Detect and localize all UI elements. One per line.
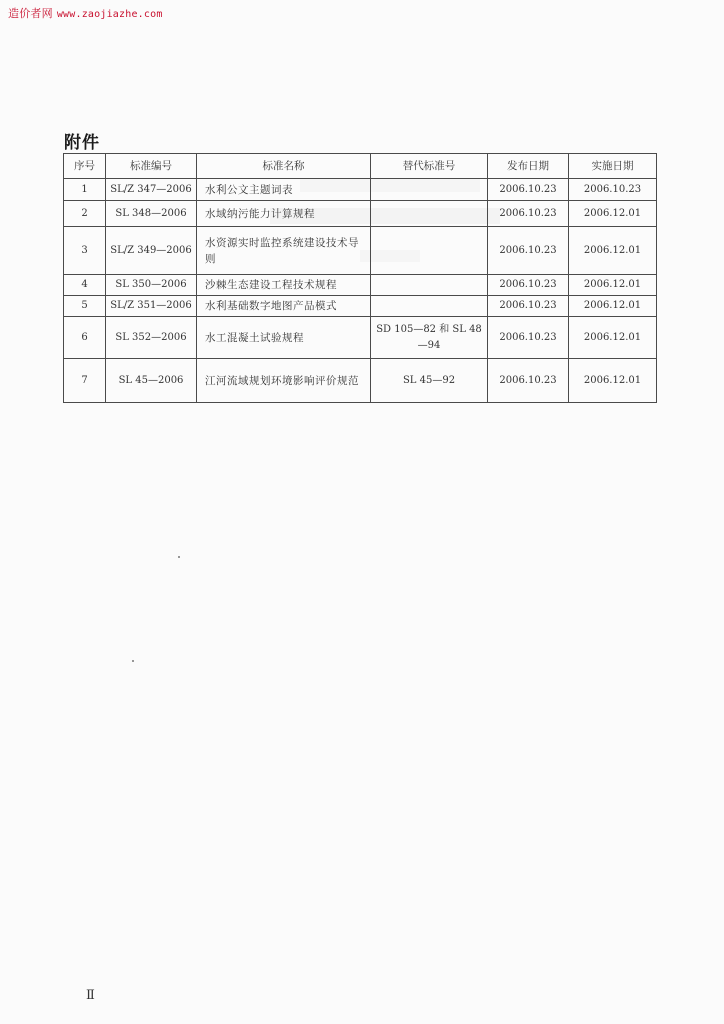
cell-no: 5 bbox=[64, 296, 106, 317]
cell-no: 7 bbox=[64, 359, 106, 403]
cell-replaces bbox=[371, 227, 488, 275]
cell-effective: 2006.12.01 bbox=[569, 359, 657, 403]
column-header-effective: 实施日期 bbox=[569, 154, 657, 179]
cell-replaces: SL 45—92 bbox=[371, 359, 488, 403]
cell-no: 1 bbox=[64, 179, 106, 201]
cell-published: 2006.10.23 bbox=[488, 275, 569, 296]
table-row bbox=[64, 275, 657, 296]
cell-effective: 2006.12.01 bbox=[569, 227, 657, 275]
cell-effective: 2006.12.01 bbox=[569, 317, 657, 359]
table-row bbox=[64, 227, 657, 275]
table-row bbox=[64, 296, 657, 317]
cell-effective: 2006.12.01 bbox=[569, 275, 657, 296]
cell-no: 6 bbox=[64, 317, 106, 359]
cell-name: 水域纳污能力计算规程 bbox=[197, 201, 371, 227]
cell-name: 水利公文主题词表 bbox=[197, 179, 371, 201]
speck bbox=[132, 660, 134, 662]
site-watermark bbox=[8, 5, 163, 21]
cell-code: SL/Z 347—2006 bbox=[106, 179, 197, 201]
cell-code: SL 348—2006 bbox=[106, 201, 197, 227]
cell-replaces bbox=[371, 275, 488, 296]
cell-published: 2006.10.23 bbox=[488, 201, 569, 227]
cell-published: 2006.10.23 bbox=[488, 296, 569, 317]
cell-published: 2006.10.23 bbox=[488, 317, 569, 359]
table-row bbox=[64, 317, 657, 359]
table-row bbox=[64, 201, 657, 227]
column-header-name: 标准名称 bbox=[197, 154, 371, 179]
cell-published: 2006.10.23 bbox=[488, 179, 569, 201]
cell-code: SL/Z 351—2006 bbox=[106, 296, 197, 317]
cell-replaces bbox=[371, 296, 488, 317]
cell-name: 沙棘生态建设工程技术规程 bbox=[197, 275, 371, 296]
standards-table bbox=[63, 153, 657, 403]
cell-no: 2 bbox=[64, 201, 106, 227]
table-row bbox=[64, 179, 657, 201]
cell-code: SL/Z 349—2006 bbox=[106, 227, 197, 275]
cell-published: 2006.10.23 bbox=[488, 227, 569, 275]
page-heading: 附件 bbox=[64, 133, 100, 153]
column-header-published: 发布日期 bbox=[488, 154, 569, 179]
watermark-url: www.zaojiazhe.com bbox=[56, 9, 163, 20]
cell-code: SL 45—2006 bbox=[106, 359, 197, 403]
cell-name: 水利基础数字地图产品模式 bbox=[197, 296, 371, 317]
speck bbox=[178, 556, 180, 558]
table-row bbox=[64, 359, 657, 403]
cell-code: SL 352—2006 bbox=[106, 317, 197, 359]
column-header-no: 序号 bbox=[64, 154, 106, 179]
column-header-replaces: 替代标准号 bbox=[371, 154, 488, 179]
table-header-row bbox=[64, 154, 657, 179]
cell-replaces: SD 105—82 和 SL 48—94 bbox=[371, 317, 488, 359]
cell-name: 水工混凝土试验规程 bbox=[197, 317, 371, 359]
cell-replaces bbox=[371, 201, 488, 227]
cell-effective: 2006.10.23 bbox=[569, 179, 657, 201]
cell-name: 水资源实时监控系统建设技术导则 bbox=[197, 227, 371, 275]
cell-no: 4 bbox=[64, 275, 106, 296]
cell-replaces bbox=[371, 179, 488, 201]
column-header-code: 标准编号 bbox=[106, 154, 197, 179]
cell-name: 江河流域规划环境影响评价规范 bbox=[197, 359, 371, 403]
cell-effective: 2006.12.01 bbox=[569, 296, 657, 317]
cell-published: 2006.10.23 bbox=[488, 359, 569, 403]
page-number: Ⅱ bbox=[86, 988, 95, 1003]
watermark-site-name: 造价者网 bbox=[8, 7, 53, 20]
cell-code: SL 350—2006 bbox=[106, 275, 197, 296]
cell-no: 3 bbox=[64, 227, 106, 275]
cell-effective: 2006.12.01 bbox=[569, 201, 657, 227]
